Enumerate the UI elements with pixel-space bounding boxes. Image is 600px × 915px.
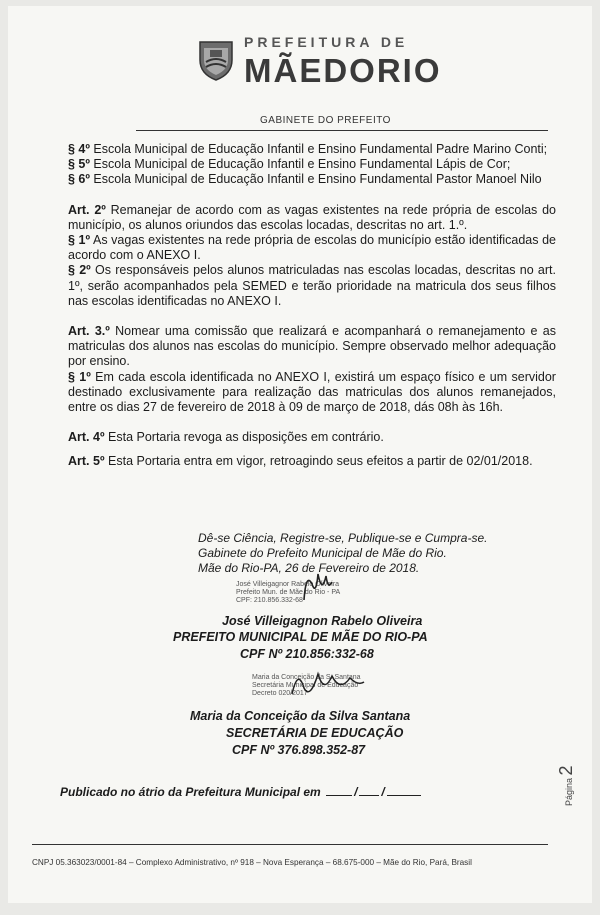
- paragraph-head: § 4º: [68, 142, 90, 156]
- paragraph: [68, 324, 556, 370]
- publication-text: Publicado no átrio da Prefeitura Municipal em: [60, 785, 321, 799]
- closing-line: Gabinete do Prefeito Municipal de Mãe do Rio.: [198, 546, 447, 560]
- paragraph-text: Remanejar de acordo com as vagas existentes na rede própria de escolas do município, os alunos oriundos das escolas locadas, descritas no art. 1.º.: [68, 202, 556, 232]
- paragraph-text: Esta Portaria entra em vigor, retroagindo seus efeitos a partir de 02/01/2018.: [104, 454, 533, 469]
- stamp-line: Secretária Municipal de Educação: [252, 682, 359, 689]
- paragraph-head: § 1º: [68, 233, 91, 248]
- publication-line: [60, 785, 423, 799]
- signatory-name: Maria da Conceição da Silva Santana: [190, 709, 411, 723]
- stamp-line: CPF: 210.856.332-68: [236, 597, 303, 604]
- year-blank: [387, 785, 421, 796]
- paragraph-head: § 1º: [68, 369, 91, 384]
- document-body: [68, 142, 556, 470]
- date-separator: /: [354, 785, 358, 799]
- paragraph-head: Art. 2º: [68, 202, 106, 217]
- paragraph: [68, 142, 556, 157]
- paragraph: [68, 157, 556, 172]
- month-blank: [359, 785, 379, 796]
- day-blank: [326, 785, 352, 796]
- paragraph-text: Escola Municipal de Educação Infantil e Ensino Fundamental Pastor Manoel Nilo: [89, 172, 542, 187]
- date-separator: /: [381, 785, 385, 799]
- footer-address: CNPJ 05.363023/0001-84 – Complexo Administrativo, nº 918 – Nova Esperança – 68.675-000 – Mãe do Rio, Pará, Brasil: [32, 858, 472, 867]
- document-page: [8, 6, 592, 903]
- stamp-line: José Villeigagnor Rabelo Oliveira: [236, 581, 339, 588]
- stamp-line: Prefeito Mun. de Mãe do Rio - PA: [236, 589, 341, 596]
- page-number: [556, 746, 576, 806]
- paragraph-head: Art. 3.º: [68, 324, 110, 339]
- paragraph: [68, 370, 556, 416]
- paragraph-head: § 6º: [68, 172, 90, 187]
- paragraph-text: Os responsáveis pelos alunos matriculadas nas escolas locadas, descritas no art. 1º, serão acompanhados pela SEMED e terão prioridade na matricula dos seus filhos nas escolas identificadas no ANEXO I.: [68, 263, 556, 308]
- page-label: Página: [564, 777, 574, 806]
- paragraph-text: Escola Municipal de Educação Infantil e Ensino Fundamental Lápis de Cor;: [89, 157, 511, 172]
- city-name: MÃEDORIO: [244, 52, 442, 89]
- paragraph: [68, 430, 556, 445]
- paragraph: [68, 233, 556, 263]
- signatory-cpf: CPF Nº 376.898.352-87: [232, 743, 366, 757]
- paragraph-text: Nomear uma comissão que realizará e acompanhará o remanejamento e as matriculas dos alunos nas escolas do município. Sempre observado melhor adequação por ensino.: [68, 324, 556, 369]
- closing-line: Dê-se Ciência, Registre-se, Publique-se e Cumpra-se.: [198, 531, 488, 545]
- crest-icon: [194, 38, 238, 82]
- paragraph-head: § 5º: [68, 157, 90, 172]
- gabinete-heading: GABINETE DO PREFEITO: [260, 115, 391, 126]
- footer-divider: [32, 844, 548, 845]
- paragraph-text: As vagas existentes na rede própria de escolas do município estão identificadas de acordo com o ANEXO I.: [68, 233, 556, 263]
- paragraph: [68, 172, 556, 187]
- page-value: 2: [556, 765, 576, 776]
- prefeitura-logo: [194, 30, 442, 90]
- paragraph-text: Esta Portaria revoga as disposições em contrário.: [104, 430, 384, 445]
- closing-block: [198, 531, 487, 576]
- header-divider: [136, 130, 548, 131]
- stamp-line: Decreto 020/2017: [252, 690, 308, 697]
- paragraph-head: Art. 5º: [68, 454, 105, 469]
- paragraph: [68, 203, 556, 233]
- paragraph-text: Em cada escola identificada no ANEXO I, existirá um espaço físico e um servidor destinado exclusivamente para realização das matriculas dos alunos remanejados, entre os dias 27 de fevereiro de 2018 à 09 de março de 2018, dás 08h às 16h.: [68, 369, 556, 415]
- handwritten-signature: [288, 664, 368, 704]
- paragraph-head: Art. 4º: [68, 430, 105, 445]
- paragraph-text: Escola Municipal de Educação Infantil e Ensino Fundamental Padre Marino Conti;: [89, 142, 548, 156]
- paragraph: [68, 263, 556, 309]
- signatory-cpf: CPF Nº 210.856:332-68: [240, 647, 374, 661]
- closing-line: Mãe do Rio-PA, 26 de Fevereiro de 2018.: [198, 561, 420, 575]
- signatory-title: SECRETÁRIA DE EDUCAÇÃO: [226, 726, 404, 740]
- signatory-name: José Villeigagnon Rabelo Oliveira: [222, 614, 423, 628]
- stamp-line: Maria da Conceição da S. Santana: [252, 674, 361, 681]
- prefeitura-label: PREFEITURA DE: [244, 34, 409, 50]
- handwritten-signature: [298, 566, 338, 606]
- signatory-title: PREFEITO MUNICIPAL DE MÃE DO RIO-PA: [173, 630, 428, 644]
- paragraph-head: § 2º: [68, 263, 91, 278]
- paragraph: [68, 454, 556, 469]
